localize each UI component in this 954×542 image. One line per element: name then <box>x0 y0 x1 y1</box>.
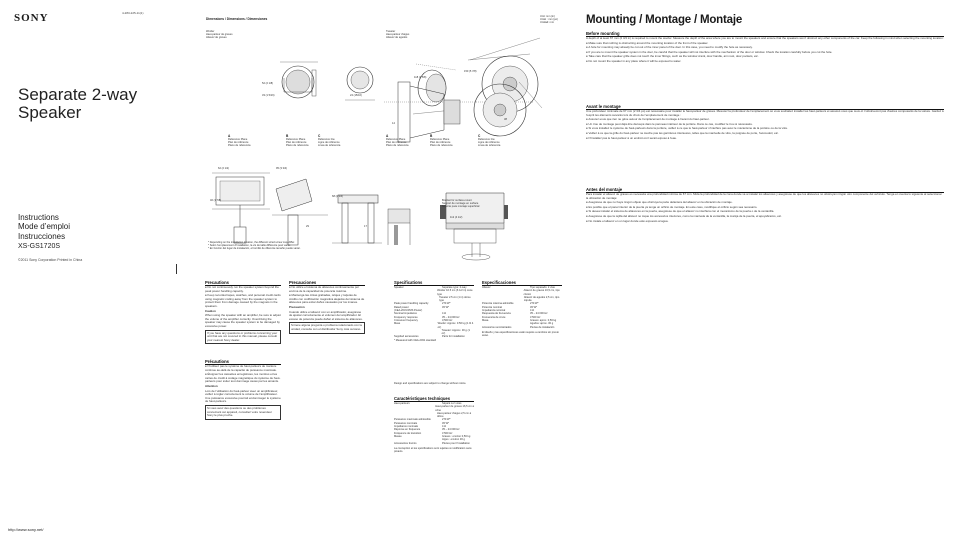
ref-a-fr: Plan de référence <box>228 141 249 145</box>
woofer-es: Altavoz de graves <box>206 36 227 40</box>
spec-es-label: Frecuencia de cruce <box>482 315 506 319</box>
mounting-title: Mounting / Montage / Montaje <box>586 14 743 26</box>
tilt-mount-drawing <box>272 179 328 245</box>
dim-68-label: 68 (2 3/4) <box>332 195 344 198</box>
before-mounting-es-body <box>586 193 944 223</box>
model-number: XS-GS1720S <box>18 243 61 250</box>
dim-95-label: 95 (3 3/4) <box>276 167 288 170</box>
before-mounting-fr-heading: Avant le montage <box>586 104 944 110</box>
ref-b-en: Reference Plane <box>286 138 306 141</box>
precautions-es-heading: Precauciones <box>289 280 365 286</box>
spec-es-label: Potencia máxima admisible <box>482 302 514 306</box>
spec-fr-value: 35 – 24 000 Hz <box>442 428 460 432</box>
ref-c-fr: Ligne de référence <box>318 141 340 145</box>
ref-b-marker-woofer: B <box>430 134 433 138</box>
spec-fr-value: 4 Ω <box>442 425 447 429</box>
note-en-box: If you have any questions or problems concerning your unit that are not covered in this manual, please consult your nearest Sony dealer. <box>205 330 281 345</box>
spec-fr-value: Haut-parleur d’aigus 2,5 cm à dôme <box>437 411 472 419</box>
caution-en-heading: Caution <box>205 308 216 313</box>
ref-a-top <box>228 138 251 148</box>
mounting-en-paragraph-5: ● Do not mount the speaker in any place where it will be exposed to water. <box>586 58 682 63</box>
ref-c-marker-woofer: C <box>478 134 481 138</box>
specs-es-table <box>482 286 562 329</box>
mounting-en-paragraph-4: ● Take care that the speaker grille does not touch the inner fittings, such as the window crank, door handle, arm rest, door pockets, etc. <box>586 54 759 59</box>
precautions-es-section <box>289 280 365 335</box>
mounting-fr-paragraph-0: Une profondeur minimale de 67 mm (2 3/4 po) est nécessaire pour installer le haut-parleur de graves. Mesurez la profondeur de l’emplacement où vous souhaitez installer les haut-parleurs et assurez-vous que ceux-ci n’obstrueront pas d’autres composants de la voiture. Gardez à l’esprit les éléments suivants lors du choix de l’emplacement de montage : <box>586 109 944 117</box>
spec-es-label <box>482 289 524 296</box>
dim-62-label: 62 (2 1/2) <box>218 167 230 170</box>
spec-es-label: Impedancia nominal <box>482 309 506 313</box>
sony-logo: SONY <box>14 12 49 24</box>
dim-38-label: 38 <box>504 118 507 121</box>
spec-en-row <box>394 289 474 296</box>
spec-note-es <box>482 331 562 338</box>
product-title <box>18 86 137 122</box>
dim-24-label: 24 (15/16) <box>350 94 362 97</box>
specs-en-section <box>394 280 474 342</box>
mounting-fr-paragraph-3: ● Si vous installez le système de haut-parleurs dans la portière, veillez à ce que le haut-parleur n’interfère pas avec le mécanisme de la portière ou de la vitre. <box>586 126 788 131</box>
title-line-2: Speaker <box>18 103 82 122</box>
ref-b-fr: Plan de référence <box>286 141 307 145</box>
fold-mark <box>176 264 177 274</box>
before-mounting-es-section <box>586 187 944 224</box>
ref-c-en: Reference line <box>318 138 335 141</box>
spec-es-value: 35 – 24 000 Hz <box>530 312 548 316</box>
spec-fr-label: Fréquence de transition <box>394 431 422 435</box>
spec-fr-label: Puissance nominale <box>394 421 418 425</box>
tweeter-note-es: Soporte para montaje superficial <box>442 205 480 209</box>
mounting-es-paragraph-0: Para instalar el altavoz de graves es necesaria una profundidad mínima de 67 mm. Mida la profundidad de la zona donde va a instalar los altavoces y asegúrese de que los altavoces no obstruyan ningún otro componente del vehículo. Tenga en cuenta lo siguiente al seleccionar la ubicación de montaje: <box>586 192 942 200</box>
spec-es-value: Agudos: aprox. 30 g <box>530 322 554 326</box>
spec-fr-row <box>394 405 474 412</box>
specs-es-heading: Especificaciones <box>482 280 562 286</box>
ref-c-es: Línea de referencia <box>478 144 501 148</box>
spec-es-value: Altavoz de graves 16,5 cm, tipo cónico <box>523 289 560 296</box>
spec-en-value: 35 – 24,000 Hz <box>442 315 460 319</box>
spec-es-label: Respuesta de frecuencia <box>482 312 511 316</box>
spec-en-value: Separate type: 2-way <box>442 286 467 289</box>
woofer-cross-section <box>384 42 544 152</box>
ref-a-marker-woofer: A <box>386 134 389 138</box>
mounting-en-paragraph-0: A depth of at least 67 mm (2 3/4 in) is required to mount the woofer. Measure the depth of the area where you are to mount the speakers and ensure that the speakers won’t obstruct any other components of the car. Keep the following in mind when selecting the mounting location: <box>586 36 944 40</box>
tweeter-fr: Haut-parleur d’aigus <box>386 33 410 37</box>
spec-note-fr <box>394 447 474 454</box>
spec-es-value: Piezas de instalación <box>530 325 555 329</box>
spec-fr-label: Réponse en fréquence <box>394 428 421 432</box>
mounting-fr-paragraph-1: ● Assurez-vous que rien ne gêne autour de l’emplacement de montage à l’avant du haut-parleur. <box>586 117 710 122</box>
tweeter-note-en: Bracket for surface-mount <box>442 199 472 202</box>
mounting-es-paragraph-1: ● Asegúrese de que no haya ningún objeto que obstruya la parte delantera del altavoz en la ubicación de montaje. <box>586 200 733 205</box>
spec-en-value: Woofer 16.5 cm (6 1/2 in) cone type <box>437 289 473 296</box>
footnote-es: * En función del lugar de instalación, el tornillo de diferente tamaño puede variar. <box>208 247 301 251</box>
spec-fr-value: Graves : environ 0,56 kg <box>442 434 471 438</box>
dim-46-label: 46 (1 7/8) <box>210 199 222 202</box>
spec-es-value: 270 W* <box>530 302 539 306</box>
specs-en-table <box>394 286 474 342</box>
ref-b-marker-top: B <box>286 134 289 138</box>
specs-es-section <box>482 280 562 337</box>
spec-es-row <box>482 289 562 296</box>
ref-a-marker-top: A <box>228 134 231 138</box>
spec-fr-value: Pièces pour l’installation <box>442 441 470 445</box>
specs-en-heading: Specifications <box>394 280 474 286</box>
flush-mount-drawing <box>332 195 382 243</box>
spec-fr-value: Aigus : environ 30 g <box>442 438 465 442</box>
precautions-en-list <box>205 286 281 309</box>
spec-note-en <box>394 382 474 385</box>
unit-en: Unit: mm (in) <box>540 15 555 18</box>
spec-en-label: Frequency response <box>394 315 418 319</box>
ref-a-es: Plano de referencia <box>386 144 409 148</box>
unit-es: Unidad: mm <box>540 21 554 25</box>
woofer-label <box>206 30 233 40</box>
precautions-fr-heading: Précautions <box>205 359 281 365</box>
ref-b-en: Reference Plane <box>430 138 450 141</box>
copyright: ©2011 Sony Corporation Printed in China <box>18 258 83 262</box>
spec-en-row <box>394 339 474 342</box>
spec-en-label: Mass <box>394 322 401 326</box>
spec-fr-label: Accessoires fournis <box>394 441 417 445</box>
tweeter-label <box>386 30 409 40</box>
mounting-fr-paragraph-4: ● Veillez à ce que la grille du haut-parleur ne touche pas les garnitures intérieures, telles que la manivelle de vitre, la poignée de porte, l’accoudoir, etc. <box>586 130 779 135</box>
spec-en-label: (CEA-2031 RMS Power) <box>394 309 423 313</box>
spec-en-value: Tweeter: Approx. 30 g (1 oz) <box>441 328 470 336</box>
mounting-en-paragraph-3: ● If you are to mount the speaker system in the door, be careful that the speaker will not interfere with the mechanism of the door or window. Check the location carefully before you cut the hole. <box>586 49 833 54</box>
precautions-fr-section <box>205 359 281 421</box>
spec-es-label: Masa <box>482 318 489 322</box>
specs-fr-heading: Caractéristiques techniques <box>394 396 474 402</box>
sony-url[interactable]: http://www.sony.net/ <box>8 527 44 532</box>
precaution-fr-item-0: ● N’utilisez pas le système de haut-parleurs de manière continue au-delà de la capacité de puissance maximale. <box>205 364 277 372</box>
dimensions-header: Dimensions / Dimensions / Dimensiones <box>206 17 268 21</box>
ref-a-es: Plano de referencia <box>228 144 251 148</box>
spec-fr-label <box>394 405 435 412</box>
spec-en-label: Rated power <box>394 305 409 309</box>
tweeter-panel-drawing <box>388 209 410 245</box>
spec-fr-value: 3 500 Hz <box>442 431 453 435</box>
spec-es-value: 4 Ω <box>530 309 535 313</box>
spec-fr-label: Impédance nominale <box>394 425 419 429</box>
ref-c-top <box>318 138 340 148</box>
spec-es-value: Altavoz de agudos 2,5 cm, tipo cúpula <box>523 295 560 303</box>
spec-fr-label: Puissance maximale admissible <box>394 418 431 422</box>
note-es-box: Si tiene alguna pregunta o problema relacionado con la unidad, consulte con el distribuidor Sony más cercano. <box>289 322 365 333</box>
caution-fr-text: Lors de l’utilisation du haut-parleur avec un amplificateur, veillez à régler correctement le volume de l’amplificateur. Une puissance excessive pourrait endommager le système de haut-parleurs. <box>205 388 281 404</box>
surface-mount-drawing <box>212 173 270 243</box>
mounting-en-paragraph-1: ● Make sure that nothing is obstructing around the mounting location of the front of the speaker. <box>586 40 709 45</box>
spec-en-label: * Measured with CEA-2031 standard <box>394 338 437 342</box>
spec-fr-value: Haut-parleur de graves 16,5 cm à cône <box>435 405 474 412</box>
spec-en-label: Speaker <box>394 286 404 289</box>
ref-a-fr: Plan de référence <box>386 141 407 145</box>
ref-c-fr: Ligne de référence <box>478 141 500 145</box>
tweeter-note-fr: Support de montage en surface <box>442 202 479 206</box>
instructions-languages <box>18 213 70 241</box>
before-mounting-es-heading: Antes del montaje <box>586 187 944 193</box>
footnote-fr: * Selon l’emplacement d’installation, la vis de taille différente peut varier. <box>208 244 291 248</box>
spec-fr-label: Masse <box>394 434 402 438</box>
caution-es-text: Cuando utilice el altavoz con un amplificador, asegúrese de ajustar correctamente el volumen del amplificador. El exceso de potencia puede dañar el sistema de altavoces. <box>289 309 363 321</box>
dimensions-footnotes <box>208 241 301 251</box>
mounting-es-paragraph-2: ● Es posible que el panel interior de la puerta ya tenga un orificio de montaje. En este caso, modifique el orificio según sea necesario. <box>586 204 758 209</box>
spec-en-label: Supplied accessories <box>394 335 419 339</box>
spec-en-value: 270 W* <box>442 302 451 306</box>
mounting-en-paragraph-2: ● A hole for mounting may already be cut out of the inner panel of the door. In this case, you need to modify the hole as necessary. <box>586 45 753 50</box>
spec-en-value: Tweeter 2.5 cm (1 in) dome type <box>439 295 471 303</box>
mounting-es-paragraph-5: ● No instale el altavoz en un lugar donde esté expuesto al agua. <box>586 218 669 223</box>
spec-en-value: 3,500 Hz <box>442 318 453 322</box>
ref-c-es: Línea de referencia <box>318 144 341 148</box>
spec-fr-value: 45 W* <box>442 421 450 425</box>
spec-fr-row <box>394 442 474 445</box>
ref-b-fr: Plan de référence <box>430 141 451 145</box>
before-mounting-fr-section <box>586 104 944 141</box>
dim-52-label: 52 (2 1/8) <box>262 82 274 85</box>
spec-note-en-text: Design and specifications are subject to change without notice. <box>394 382 467 385</box>
spec-note-fr-text: La conception et les spécifications sont sujettes à modification sans préavis. <box>394 446 472 454</box>
before-mounting-fr-body <box>586 110 944 140</box>
note-fr-box: Si vous avez des questions ou des problèmes concernant cet appareil, consultez votre revendeur Sony le plus proche. <box>205 405 281 420</box>
woofer-fr: Haut-parleur de graves <box>206 33 233 37</box>
spec-en-row <box>394 322 474 329</box>
instructions-en: Instructions <box>18 213 59 222</box>
spec-es-label: Altavoz <box>482 286 491 289</box>
tweeter-a-drawing <box>280 62 318 98</box>
precaution-es-item-1: ● Mantenga las cintas grabadas, relojes y tarjetas de crédito con codificación magnética alejados del sistema de altavoces para evitar daños causados por los imanes. <box>289 293 365 305</box>
dim-17-label: 17 <box>364 225 367 228</box>
tweeter-en: Tweeter <box>386 30 396 33</box>
spec-en-value: 45 W* <box>442 305 450 309</box>
precaution-es-item-0: ● No utilice el sistema de altavoces continuamente por encima de la capacidad de potencia máxima. <box>289 285 360 293</box>
spec-en-label: Peak power handling capacity <box>394 302 429 306</box>
spec-en-value: Parts for installation <box>442 335 465 339</box>
spec-es-label: Potencia nominal <box>482 305 502 309</box>
caution-fr-heading: Attention <box>205 383 218 388</box>
spec-en-label: Crossover frequency <box>394 318 418 322</box>
mounting-es-paragraph-3: ● Si desea instalar el sistema de altavoces en la puerta, asegúrese de que el altavoz no interfiera con el mecanismo de la puerta o de la ventanilla. <box>586 209 775 214</box>
spec-en-label: Nominal impedance <box>394 312 417 316</box>
tweeter-es: Altavoz de agudos <box>386 36 408 40</box>
instructions-fr: Mode d’emploi <box>18 222 71 232</box>
precaution-en-item-1: ● Keep recorded tapes, watches, and personal credit cards using magnetic coding away from the speaker system to protect them from damage caused by the magnets in the speakers. <box>205 293 281 308</box>
ref-c-en: Reference line <box>478 138 495 141</box>
dim-14-label: 14 <box>392 122 395 125</box>
spec-en-value: Woofer: Approx. 0.56 kg (1 lb 4 oz) <box>437 322 474 329</box>
ref-b-es: Plano de referencia <box>286 144 309 148</box>
instructions-es: Instrucciones <box>18 231 66 241</box>
spec-es-row <box>482 326 562 329</box>
spec-en-label <box>394 289 437 296</box>
woofer-en: Woofer <box>206 30 215 33</box>
spec-es-value: 3 500 Hz <box>530 315 541 319</box>
spec-fr-value: 270 W* <box>442 418 451 422</box>
spec-es-value: Graves: aprox. 0,56 kg <box>530 318 557 322</box>
mounting-es-paragraph-4: ● Asegúrese de que la rejilla del altavoz no toque los accesorios interiores, como la manivela de la ventanilla, la manija de la puerta, el apoyabrazos, etc. <box>586 213 782 218</box>
before-mounting-en-body <box>586 37 944 64</box>
caution-en-text: When using the speaker with an amplifier, be sure to adjust the volume of the amplifier correctly. Overdriving the speaker may cause the speaker system to be damaged by excessive power. <box>205 313 281 328</box>
document-number: 4-283-225-11(1) <box>122 11 144 15</box>
before-mounting-en-section <box>586 31 944 65</box>
ref-a-en: Reference Plane <box>228 138 248 141</box>
spec-fr-label: Haut-parleurs <box>394 402 410 405</box>
spec-es-label: Accesorios suministrados <box>482 325 512 329</box>
tweeter-bracket-note <box>442 199 479 209</box>
footnote-en: * Depending on the installation location, the different sized screw may differ. <box>208 241 295 244</box>
spec-es-value: Tipo separado: 2 vías <box>530 286 555 289</box>
spec-note-es-text: El diseño y las especificaciones están sujetos a cambios sin previo aviso. <box>482 330 559 338</box>
precautions-es-list <box>289 286 365 305</box>
spec-en-value: 4 Ω <box>442 312 447 316</box>
spec-es-value: 45 W* <box>530 305 538 309</box>
before-mounting-en-heading: Before mounting <box>586 31 944 37</box>
title-line-1: Separate 2-way <box>18 85 138 104</box>
precaution-en-item-0: ● Do not continuously run the speaker system beyond the peak power handling capacity. <box>205 285 279 293</box>
unit-block <box>540 15 558 25</box>
precaution-fr-item-1: ● Éloignez les cassettes enregistrées, les montres et les cartes de crédit à codage magnétique du système de haut-parleurs pour éviter tout dommage causé par les aimants. <box>205 372 281 384</box>
spec-fr-value: Séparé à 2 voies <box>442 402 462 405</box>
ref-a-en: Reference Plane <box>386 138 406 141</box>
specs-fr-table <box>394 402 474 445</box>
precautions-fr-list <box>205 365 281 384</box>
dim-33-label: 33 (1 5/16) <box>262 94 275 97</box>
mounting-fr-paragraph-5: ● N’installez pas le haut-parleur à un endroit où il serait exposé à l’eau. <box>586 135 677 140</box>
dim-29-label: 29 <box>306 225 309 228</box>
caution-es-heading: Precaución <box>289 304 305 309</box>
ref-b-es: Plano de referencia <box>430 144 453 148</box>
unit-fr: Unité : mm (po) <box>540 18 558 22</box>
precautions-en-section <box>205 280 281 345</box>
dim-118-label: 118 (4 5/8) <box>414 76 427 79</box>
dim-150-label: 150 (5 7/8) <box>464 70 477 73</box>
ref-c-marker-top: C <box>318 134 321 138</box>
dim-112-label: 112 (4 1/2) <box>450 216 463 219</box>
precautions-en-heading: Precautions <box>205 280 281 286</box>
ref-b-top <box>286 138 309 148</box>
mounting-fr-paragraph-2: ● Un trou de montage peut déjà être découpé dans le panneau intérieur de la portière. Dans ce cas, modifiez le trou si nécessaire. <box>586 121 753 126</box>
specs-fr-section <box>394 396 474 453</box>
